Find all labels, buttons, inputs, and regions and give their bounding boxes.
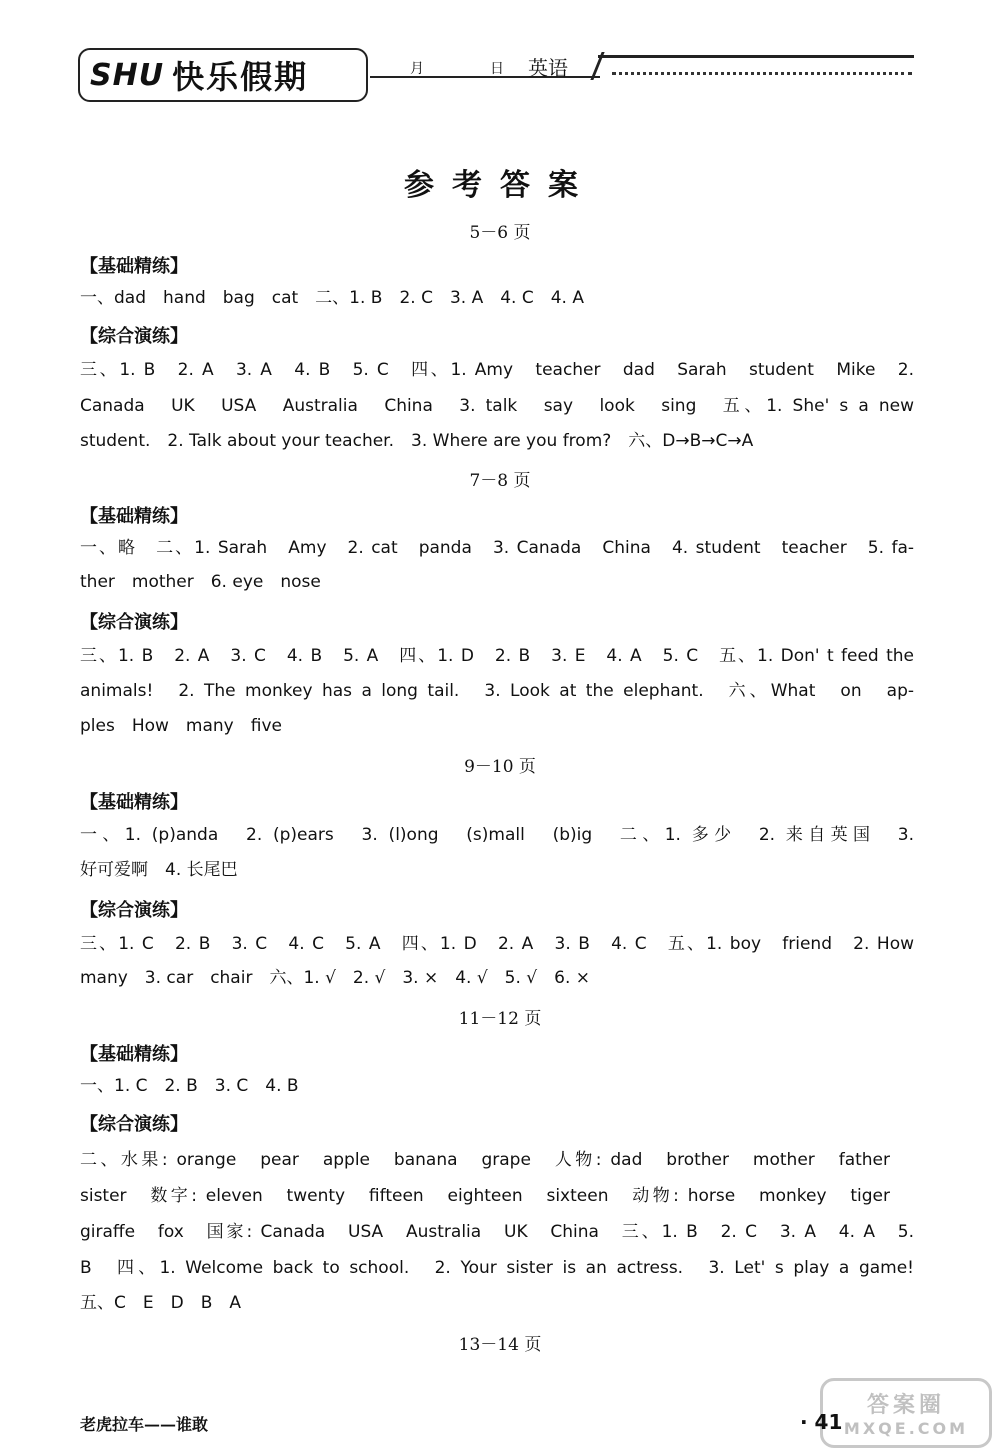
section-heading: 【综合演练】 [80, 612, 188, 633]
section-heading: 【基础精练】 [80, 792, 188, 813]
answer-line: 二、水果: orange pear apple banana grape 人物: dad brother mother father [80, 1150, 890, 1170]
answer-line: Canada UK USA Australia China 3. talk say look sing 五、1. She' s a new [80, 396, 914, 416]
page-title: 参考答案 [404, 168, 596, 203]
page-range-heading: 9－10 页 [464, 757, 536, 777]
answer-line: 一、dad hand bag cat 二、1. B 2. C 3. A 4. C 4. A [80, 288, 584, 308]
answer-line: B 四、1. Welcome back to school. 2. Your sister is an actress. 3. Let' s play a game! [80, 1258, 914, 1278]
section-heading: 【综合演练】 [80, 900, 188, 921]
watermark-text-bottom: MXQE.COM [843, 1419, 969, 1438]
header-dotted-rule [612, 58, 912, 75]
answer-line: 一、略 二、1. Sarah Amy 2. cat panda 3. Canada China 4. student teacher 5. fa- [80, 538, 914, 558]
page-number: · 41 [800, 1410, 843, 1434]
answer-line: 三、1. B 2. A 3. C 4. B 5. A 四、1. D 2. B 3. E 4. A 5. C 五、1. Don' t feed the [80, 646, 914, 666]
page-range-heading: 11－12 页 [458, 1009, 542, 1029]
answer-line: giraffe fox 国家: Canada USA Australia UK China 三、1. B 2. C 3. A 4. A 5. [80, 1222, 914, 1242]
page-range-heading: 13－14 页 [458, 1335, 542, 1355]
page-range-heading: 5－6 页 [469, 223, 531, 243]
footer-riddle: 老虎拉车——谁敢 [80, 1415, 209, 1434]
answer-line: 三、1. B 2. A 3. A 4. B 5. C 四、1. Amy teacher dad Sarah student Mike 2. [80, 360, 914, 380]
brand-latin: SHU [90, 57, 165, 93]
watermark-text-top: 答案圈 [866, 1392, 945, 1418]
answer-line: ples How many five [80, 716, 282, 736]
page-range-heading: 7－8 页 [469, 471, 531, 491]
answer-line: 一、1. (p)anda 2. (p)ears 3. (l)ong (s)mall (b)ig 二、1. 多少 2. 来自英国 3. [80, 825, 914, 845]
section-heading: 【基础精练】 [80, 1044, 188, 1065]
answer-line: 好可爱啊 4. 长尾巴 [80, 860, 238, 880]
month-label: 月 [410, 61, 424, 77]
subject-label: 英语 [528, 56, 568, 80]
watermark-logo [820, 1378, 992, 1448]
answer-line: sister 数字: eleven twenty fifteen eighteen sixteen 动物: horse monkey tiger [80, 1186, 890, 1206]
answer-line: many 3. car chair 六、1. √ 2. √ 3. × 4. √ 5. √ 6. × [80, 968, 590, 988]
answer-line: ther mother 6. eye nose [80, 572, 321, 592]
day-label: 日 [490, 61, 504, 77]
answer-line: animals! 2. The monkey has a long tail. 3. Look at the elephant. 六、What on ap- [80, 681, 914, 701]
section-heading: 【基础精练】 [80, 256, 188, 277]
section-heading: 【基础精练】 [80, 506, 188, 527]
section-heading: 【综合演练】 [80, 326, 188, 347]
answer-line: 三、1. C 2. B 3. C 4. C 5. A 四、1. D 2. A 3. B 4. C 五、1. boy friend 2. How [80, 934, 914, 954]
section-heading: 【综合演练】 [80, 1114, 188, 1135]
brand-chinese: 快乐假期 [172, 58, 309, 96]
brand-logo [78, 48, 368, 102]
answer-line: 一、1. C 2. B 3. C 4. B [80, 1076, 299, 1096]
answer-line: 五、C E D B A [80, 1293, 241, 1313]
answer-line: student. 2. Talk about your teacher. 3. Where are you from? 六、D→B→C→A [80, 431, 754, 451]
